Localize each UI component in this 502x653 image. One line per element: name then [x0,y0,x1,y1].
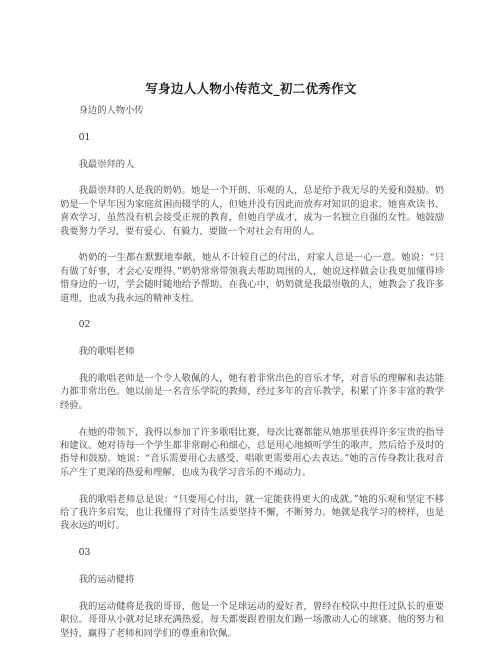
section-heading: 我最崇拜的人 [78,158,135,170]
section-number: 02 [78,319,91,331]
document-body [60,104,444,653]
section-heading: 我的运动健将 [78,574,135,586]
section-paragraph: 我的运动健将是我的哥哥，他是一个足球运动的爱好者，曾经在校队中担任过队长的重要职位。哥哥从小就对足球充满热爱，每天都要跟着朋友们踢一场激动人心的球赛。他的努力和坚持，赢得了老师和同学们的尊重和钦佩。 [60,600,444,639]
intro-line: 身边的人物小传 [78,105,144,116]
section-number: 03 [78,547,91,559]
section-paragraph: 在她的带领下，我得以参加了许多歌唱比赛，每次比赛都能从她那里获得许多宝贵的指导和建议。她对待每一个学生都非常耐心和细心，总是用心地倾听学生的歌声，然后给予及时的指导和鼓励。她说：“音乐需要用心去感受，唱歌更需要用心去表达。”她的言传身教让我对音乐产生了更深的热爱和理解，也成为我学习音乐的不竭动力。 [60,426,444,478]
document-title: 写身边人人物小传范文_初二优秀作文 [145,81,357,96]
section-paragraph: 我最崇拜的人是我的奶奶。她是一个开朗、乐观的人，总是给予我无尽的关爱和鼓励。奶奶是一个早年因为家庭贫困而辍学的人，但她并没有因此而放弃对知识的追求。她喜欢读书、喜欢学习，虽然没有机会接受正规的教育，但她自学成才，成为一名独立自强的女性。她鼓励我要努力学习，要有爱心、有毅力，要做一个对社会有用的人。 [60,185,444,237]
section-number: 01 [78,131,91,143]
section-paragraph: 奶奶的一生都在默默地奉献，她从不计较自己的付出，对家人总是一心一意。她说：“只有做了好事，才会心安理得。”奶奶常常带领我去帮助周围的人，她说这样做会让我更加懂得珍惜身边的一切，学会随时随地给予帮助。在我心中，奶奶就是我最崇敬的人，她教会了我许多道理，也成为我永远的精神支柱。 [60,252,444,304]
section-heading: 我的歌唱老师 [78,346,135,358]
section-paragraph: 我的歌唱老师是一个令人敬佩的人，她有着非常出色的音乐才华，对音乐的理解和表达能力都非常出色。她以前是一名音乐学院的教师，经过多年的音乐教学，积累了许多丰富的教学经验。 [60,373,444,411]
section-paragraph: 我的歌唱老师总是说：“只要用心付出，就一定能获得更大的成就。”她的乐观和坚定不移给了我许多启发，也让我懂得了对待生活要坚持不懈，不断努力。她就是我学习的榜样，也是我永远的明灯。 [60,493,444,532]
